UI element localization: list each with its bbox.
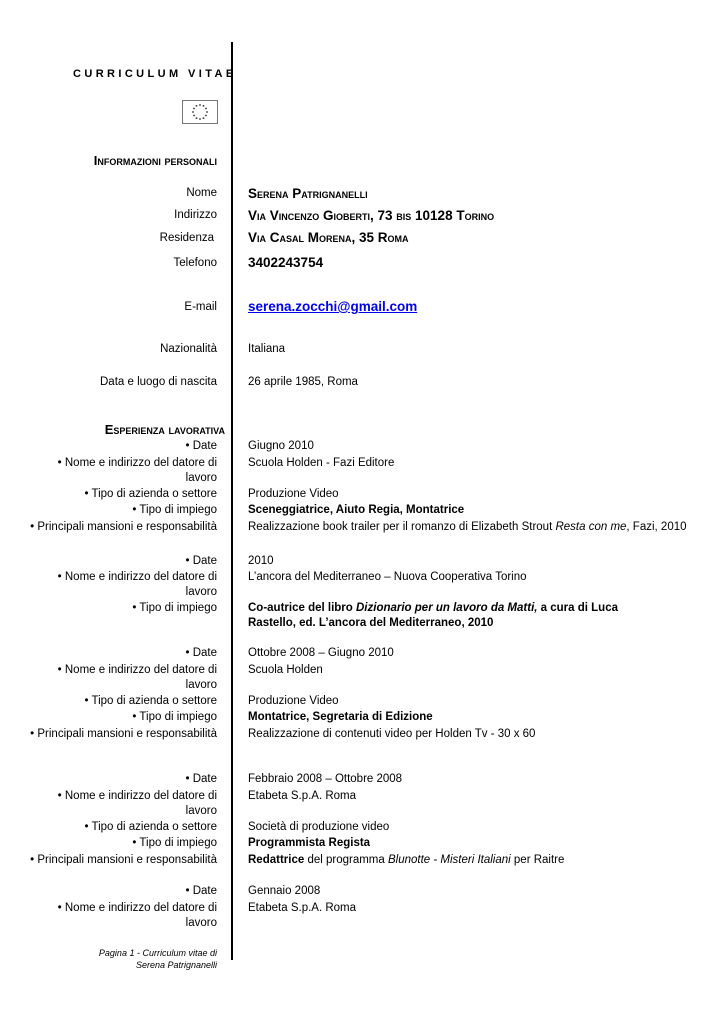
label-date: • Date: [185, 885, 217, 897]
label-indirizzo: Indirizzo: [174, 209, 217, 221]
page-footer: [57, 947, 217, 971]
job-1-date: Giugno 2010: [248, 440, 314, 452]
label-employer: • Nome e indirizzo del datore di lavoro: [57, 902, 217, 929]
job-2-date: 2010: [248, 555, 274, 567]
job-4-employer: Etabeta S.p.A. Roma: [248, 790, 357, 802]
label-telefono: Telefono: [173, 257, 217, 269]
footer-name: Serena Patrignanelli: [135, 960, 217, 970]
eu-flag-icon: [182, 100, 218, 124]
label-employer: • Nome e indirizzo del datore di lavoro: [57, 790, 217, 817]
label-sector: • Tipo di azienda o settore: [84, 821, 217, 833]
job-4-duties: Redattrice del programma Blunotte - Misteri Italiani per Raitre: [248, 854, 565, 866]
label-residenza: Residenza: [159, 232, 214, 244]
label-role: • Tipo di impiego: [132, 837, 217, 849]
job-3-date: Ottobre 2008 – Giugno 2010: [248, 647, 394, 659]
label-nazionalita: Nazionalità: [160, 343, 217, 355]
label-date: • Date: [185, 773, 217, 785]
label-date: • Date: [185, 555, 217, 567]
label-role: • Tipo di impiego: [132, 602, 217, 614]
job-2-employer: L’ancora del Mediterraneo – Nuova Cooperativa Torino: [248, 571, 527, 583]
section-experience: Esperienza lavorativa: [104, 422, 225, 437]
value-telefono: 3402243754: [248, 255, 324, 270]
label-duties: • Principali mansioni e responsabilità: [30, 728, 217, 740]
job-3-employer: Scuola Holden: [248, 664, 323, 676]
value-nazionalita: Italiana: [248, 343, 286, 355]
label-role: • Tipo di impiego: [132, 711, 217, 723]
job-3-duties: Realizzazione di contenuti video per Holden Tv - 30 x 60: [248, 728, 536, 740]
label-employer: • Nome e indirizzo del datore di lavoro: [57, 457, 217, 484]
label-duties: • Principali mansioni e responsabilità: [30, 521, 217, 533]
label-nome: Nome: [186, 187, 217, 199]
job-2-role: Co-autrice del libro Dizionario per un lavoro da Matti, a cura di Luca Rastello, ed. L’ancora del Mediterraneo, 2010: [248, 602, 618, 629]
page-number: 1: [129, 948, 135, 958]
job-1-duties: Realizzazione book trailer per il romanzo di Elizabeth Strout Resta con me, Fazi, 2010: [248, 521, 687, 533]
section-personal-info: Informazioni personali: [93, 153, 217, 168]
job-5-employer: Etabeta S.p.A. Roma: [248, 902, 357, 914]
label-sector: • Tipo di azienda o settore: [84, 695, 217, 707]
label-duties: • Principali mansioni e responsabilità: [30, 854, 217, 866]
job-3-sector: Produzione Video: [248, 695, 339, 707]
value-nascita: 26 aprile 1985, Roma: [248, 376, 358, 388]
job-1-role: Sceneggiatrice, Aiuto Regia, Montatrice: [248, 504, 465, 516]
cv-title: CURRICULUM VITAE: [73, 68, 237, 80]
footer-page-line: Pagina 1 - Curriculum vitae di: [98, 948, 217, 958]
value-indirizzo: Via Vincenzo Gioberti, 73 bis 10128 Torino: [248, 208, 495, 223]
vertical-rule: [231, 42, 233, 960]
label-sector: • Tipo di azienda o settore: [84, 488, 217, 500]
job-4-date: Febbraio 2008 – Ottobre 2008: [248, 773, 403, 785]
label-employer: • Nome e indirizzo del datore di lavoro: [57, 664, 217, 691]
job-3-role: Montatrice, Segretaria di Edizione: [248, 711, 433, 723]
label-employer: • Nome e indirizzo del datore di lavoro: [57, 571, 217, 598]
email-link[interactable]: serena.zocchi@gmail.com: [248, 299, 418, 314]
job-5-date: Gennaio 2008: [248, 885, 321, 897]
label-nascita: Data e luogo di nascita: [100, 376, 217, 388]
label-date: • Date: [185, 647, 217, 659]
label-email: E-mail: [184, 301, 217, 313]
job-1-sector: Produzione Video: [248, 488, 339, 500]
label-date: • Date: [185, 440, 217, 452]
job-4-role: Programmista Regista: [248, 837, 371, 849]
label-role: • Tipo di impiego: [132, 504, 217, 516]
value-nome: Serena Patrignanelli: [248, 186, 368, 201]
job-4-sector: Società di produzione video: [248, 821, 390, 833]
job-1-employer: Scuola Holden - Fazi Editore: [248, 457, 395, 469]
value-residenza: Via Casal Morena, 35 Roma: [248, 230, 409, 245]
